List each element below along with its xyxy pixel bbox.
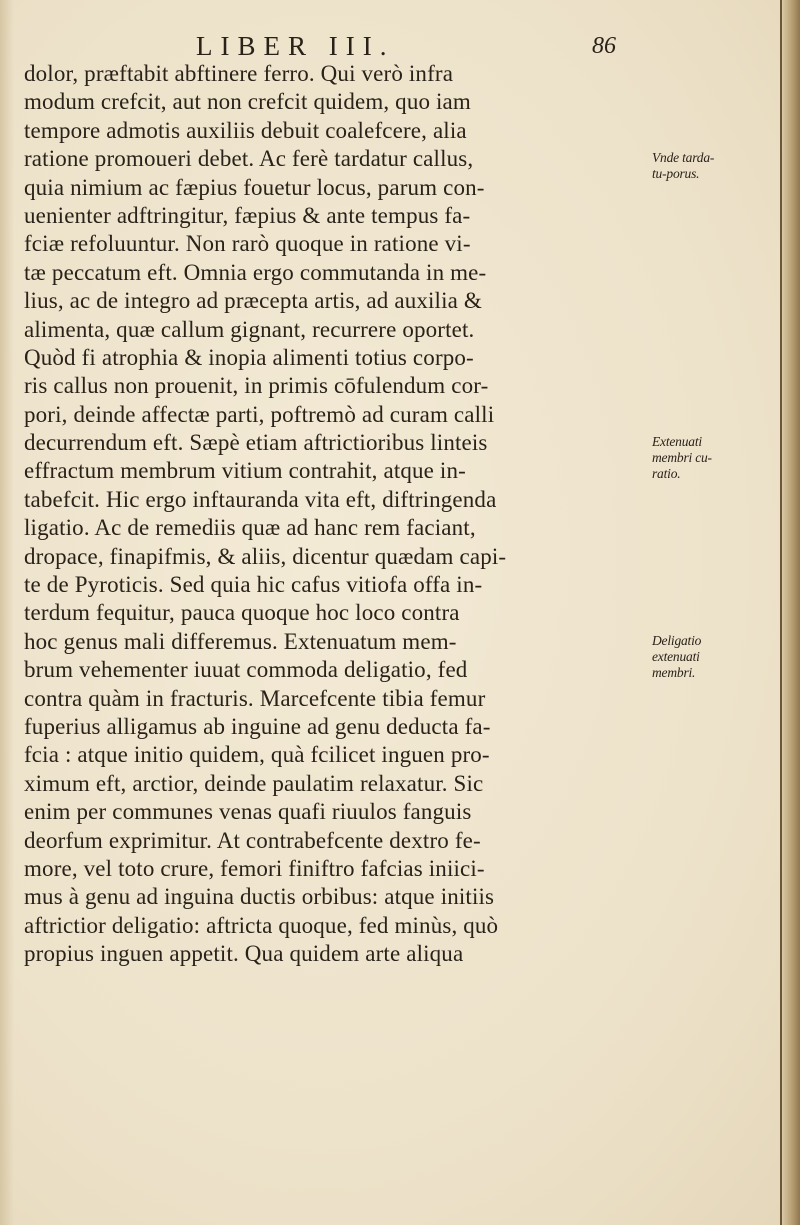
text-line: te de Pyroticis. Sed quia hic cafus vitiofa offa in- (24, 572, 483, 598)
text-line: ratione promoueri debet. Ac ferè tardatur callus, (24, 146, 474, 172)
page-edge (782, 0, 800, 1225)
text-line: more, vel toto crure, femori finiftro fafcias iniici- (24, 855, 485, 881)
text-line: effractum membrum vitium contrahit, atque in- (24, 458, 466, 484)
running-head: LIBER III. (196, 31, 395, 61)
text-line: tempore admotis auxiliis debuit coalefcere, alia (24, 117, 467, 143)
marginal-note (652, 633, 784, 681)
page-gutter-shadow (0, 0, 14, 1225)
text-line: fuperius alligamus ab inguine ad genu deducta fa- (24, 713, 491, 739)
text-line: enim per communes venas quafi riuulos fanguis (24, 799, 472, 825)
marginal-note-line: Extenuati (652, 434, 702, 450)
text-line: uenienter adftringitur, fæpius & ante tempus fa- (24, 202, 471, 228)
text-line: fcia : atque initio quidem, quà fcilicet inguen pro- (24, 742, 490, 768)
marginal-note-line: Vnde tarda- (652, 150, 715, 166)
text-line: aftrictior deligatio: aftricta quoque, fed minùs, quò (24, 912, 499, 938)
text-line: tabefcit. Hic ergo inftauranda vita eft, diftringenda (24, 486, 497, 512)
text-line: modum crefcit, aut non crefcit quidem, quo iam (24, 89, 471, 115)
text-line: contra quàm in fracturis. Marcefcente tibia femur (24, 685, 486, 711)
text-line: propius inguen appetit. Qua quidem arte aliqua (24, 941, 464, 967)
text-line: dolor, præftabit abftinere ferro. Qui verò infra (24, 61, 454, 86)
body-text (24, 60, 650, 969)
text-line: brum vehementer iuuat commoda deligatio, fed (24, 657, 468, 683)
text-line: fciæ refoluuntur. Non rarò quoque in ratione vi- (24, 231, 471, 257)
marginal-note-line: tu-porus. (652, 166, 700, 182)
text-line: mus à genu ad inguina ductis orbibus: atque initiis (24, 884, 495, 910)
marginal-note-line: Deligatio (652, 633, 702, 648)
marginal-note (652, 434, 784, 482)
text-line: ris callus non prouenit, in primis cōfulendum cor- (24, 373, 489, 399)
text-line: tæ peccatum eft. Omnia ergo commutanda in me- (24, 259, 487, 285)
marginal-note-line: membri. (652, 665, 696, 680)
text-line: ligatio. Ac de remediis quæ ad hanc rem faciant, (24, 515, 476, 541)
text-line: deorfum exprimitur. At contrabefcente dextro fe- (24, 827, 481, 853)
text-line: terdum fequitur, pauca quoque hoc loco contra (24, 600, 460, 626)
text-line: quia nimium ac fæpius fouetur locus, parum con- (24, 174, 485, 200)
page-edge-line (780, 0, 782, 1225)
text-line: Quòd fi atrophia & inopia alimenti totius corpo- (24, 344, 474, 370)
marginal-note (652, 150, 784, 182)
marginal-note-line: membri cu- (652, 450, 712, 466)
text-line: dropace, finapifmis, & aliis, dicentur quædam capi- (24, 543, 507, 569)
marginal-note-line: extenuati (652, 649, 700, 664)
text-line: alimenta, quæ callum gignant, recurrere oportet. (24, 316, 475, 342)
text-line: ximum eft, arctior, deinde paulatim relaxatur. Sic (24, 770, 484, 796)
text-line: pori, deinde affectæ parti, poftremò ad curam calli (24, 401, 495, 427)
marginal-note-line: ratio. (652, 466, 681, 482)
page-number: 86 (592, 33, 616, 59)
text-line: lius, ac de integro ad præcepta artis, ad auxilia & (24, 288, 482, 314)
page-header (0, 28, 760, 64)
text-line: decurrendum eft. Sæpè etiam aftrictioribus linteis (24, 430, 488, 456)
text-line: hoc genus mali differemus. Extenuatum mem- (24, 628, 457, 654)
